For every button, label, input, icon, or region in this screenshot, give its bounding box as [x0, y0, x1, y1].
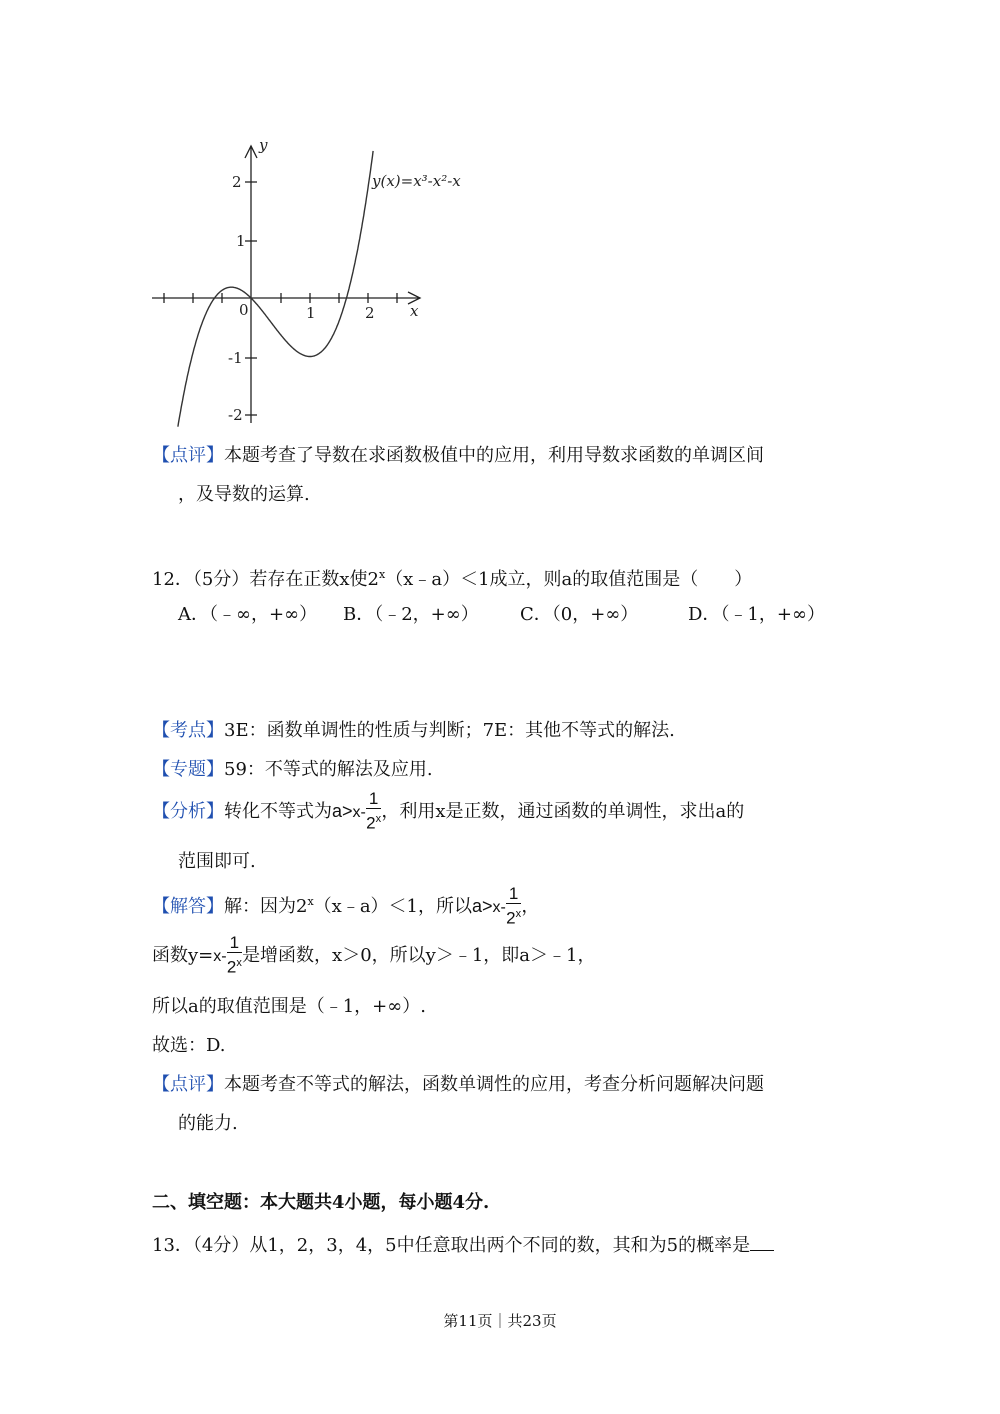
option-c [520, 603, 638, 627]
function-text: 是增函数，x＞0，所以y＞﹣1，即a＞﹣1， [242, 944, 596, 966]
question-13-text: 13．（4分）从1，2，3，4，5中任意取出两个不同的数，其和为5的概率是 [152, 1235, 751, 1256]
zhuanti-line [152, 758, 433, 782]
fenxi-tag: 【分析】 [152, 800, 224, 822]
jieda-exponent: x [307, 895, 314, 908]
range-line: 所以a的取值范围是（﹣1，+∞）. [152, 996, 426, 1017]
option-text: （﹣1，+∞） [720, 604, 825, 625]
jieda-text: ， [521, 896, 540, 917]
review-11-line2: ，及导数的运算. [178, 484, 310, 505]
option-text: （﹣2，+∞） [374, 604, 479, 625]
cubic-curve [178, 151, 373, 427]
stem-exponent: x [378, 568, 386, 581]
fraction-numerator: 1 [227, 934, 242, 953]
fraction-1-over-2x [366, 790, 381, 834]
x-tick-label: 0 [239, 301, 249, 319]
choice-line: 故选：D. [152, 1035, 226, 1056]
function-line [152, 934, 595, 978]
option-letter: A． [178, 604, 209, 625]
option-letter: B． [343, 604, 375, 625]
dianping-tag: 【点评】 [152, 1074, 224, 1095]
fraction-numerator: 1 [366, 790, 381, 809]
function-formula: y(x)=x³-x²-x [372, 172, 461, 190]
function-text: 函数y= [152, 944, 214, 966]
y-tick-label: -1 [228, 349, 243, 367]
fraction-denominator: 2$^x$ [226, 957, 242, 977]
fenxi-line2: 范围即可. [178, 851, 256, 872]
kaodian-tag: 【考点】 [152, 720, 224, 741]
jieda-tag: 【解答】 [152, 896, 224, 917]
answer-blank [750, 1232, 774, 1251]
fraction-numerator: 1 [506, 885, 521, 904]
math-gt: > [482, 896, 493, 916]
jieda-line [152, 882, 539, 929]
jieda-text: 解：因为2 [224, 896, 308, 917]
fenxi-text: 转化不等式为 [224, 800, 332, 822]
question-12-stem [152, 563, 752, 592]
review-text: 本题考查了导数在求函数极值中的应用，利用导数求函数的单调区间 [224, 445, 764, 466]
math-gt: > [342, 800, 353, 821]
page-footer: 第11页｜共23页 [443, 1312, 557, 1330]
option-text: （0，+∞） [551, 604, 639, 625]
x-tick-label: 2 [365, 304, 375, 322]
math-x-minus: x- [352, 803, 366, 821]
section-2-title: 二、填空题：本大题共4小题，每小题4分. [152, 1192, 490, 1213]
kaodian-line [152, 719, 675, 743]
fraction-1-over-2x [506, 885, 521, 929]
kaodian-text: 3E：函数单调性的性质与判断；7E：其他不等式的解法. [224, 720, 675, 741]
option-text: （﹣∞，+∞） [209, 604, 318, 625]
fraction-denominator: 2$^x$ [506, 908, 522, 928]
fenxi-line [152, 790, 744, 834]
review-11-line1 [152, 444, 764, 468]
math-a: a [472, 896, 483, 916]
fraction-1-over-2x [227, 934, 242, 978]
fenxi-text: ，利用x是正数，通过函数的单调性，求出a的 [381, 800, 745, 822]
math-x-minus: x- [492, 899, 506, 916]
option-a [178, 603, 317, 627]
dianping-line2: 的能力. [178, 1113, 238, 1134]
x-tick-label: 1 [306, 304, 316, 322]
question-13 [152, 1232, 774, 1258]
option-letter: C． [520, 604, 552, 625]
x-axis-label: x [410, 302, 419, 320]
y-tick-label: -2 [228, 406, 243, 424]
dianping-text: 本题考查不等式的解法，函数单调性的应用，考查分析问题解决问题 [224, 1074, 764, 1095]
stem-text: 12．（5分）若存在正数x使2 [152, 569, 379, 590]
math-x-minus: x- [213, 947, 227, 965]
option-letter: D． [688, 604, 721, 625]
stem-text: （x﹣a）＜1成立，则a的取值范围是（ ） [385, 569, 753, 590]
option-b [343, 603, 479, 627]
y-axis-label: y [259, 136, 268, 154]
dianping-line1 [152, 1073, 764, 1097]
y-tick-label: 1 [236, 232, 246, 250]
function-graph [148, 128, 478, 433]
review-tag: 【点评】 [152, 445, 224, 466]
fraction-denominator: 2$^x$ [366, 813, 382, 833]
zhuanti-tag: 【专题】 [152, 759, 224, 780]
math-a: a [332, 800, 343, 821]
jieda-text: （x﹣a）＜1，所以 [313, 896, 473, 917]
option-d [688, 603, 825, 627]
zhuanti-text: 59：不等式的解法及应用. [224, 759, 433, 780]
y-tick-label: 2 [232, 173, 242, 191]
